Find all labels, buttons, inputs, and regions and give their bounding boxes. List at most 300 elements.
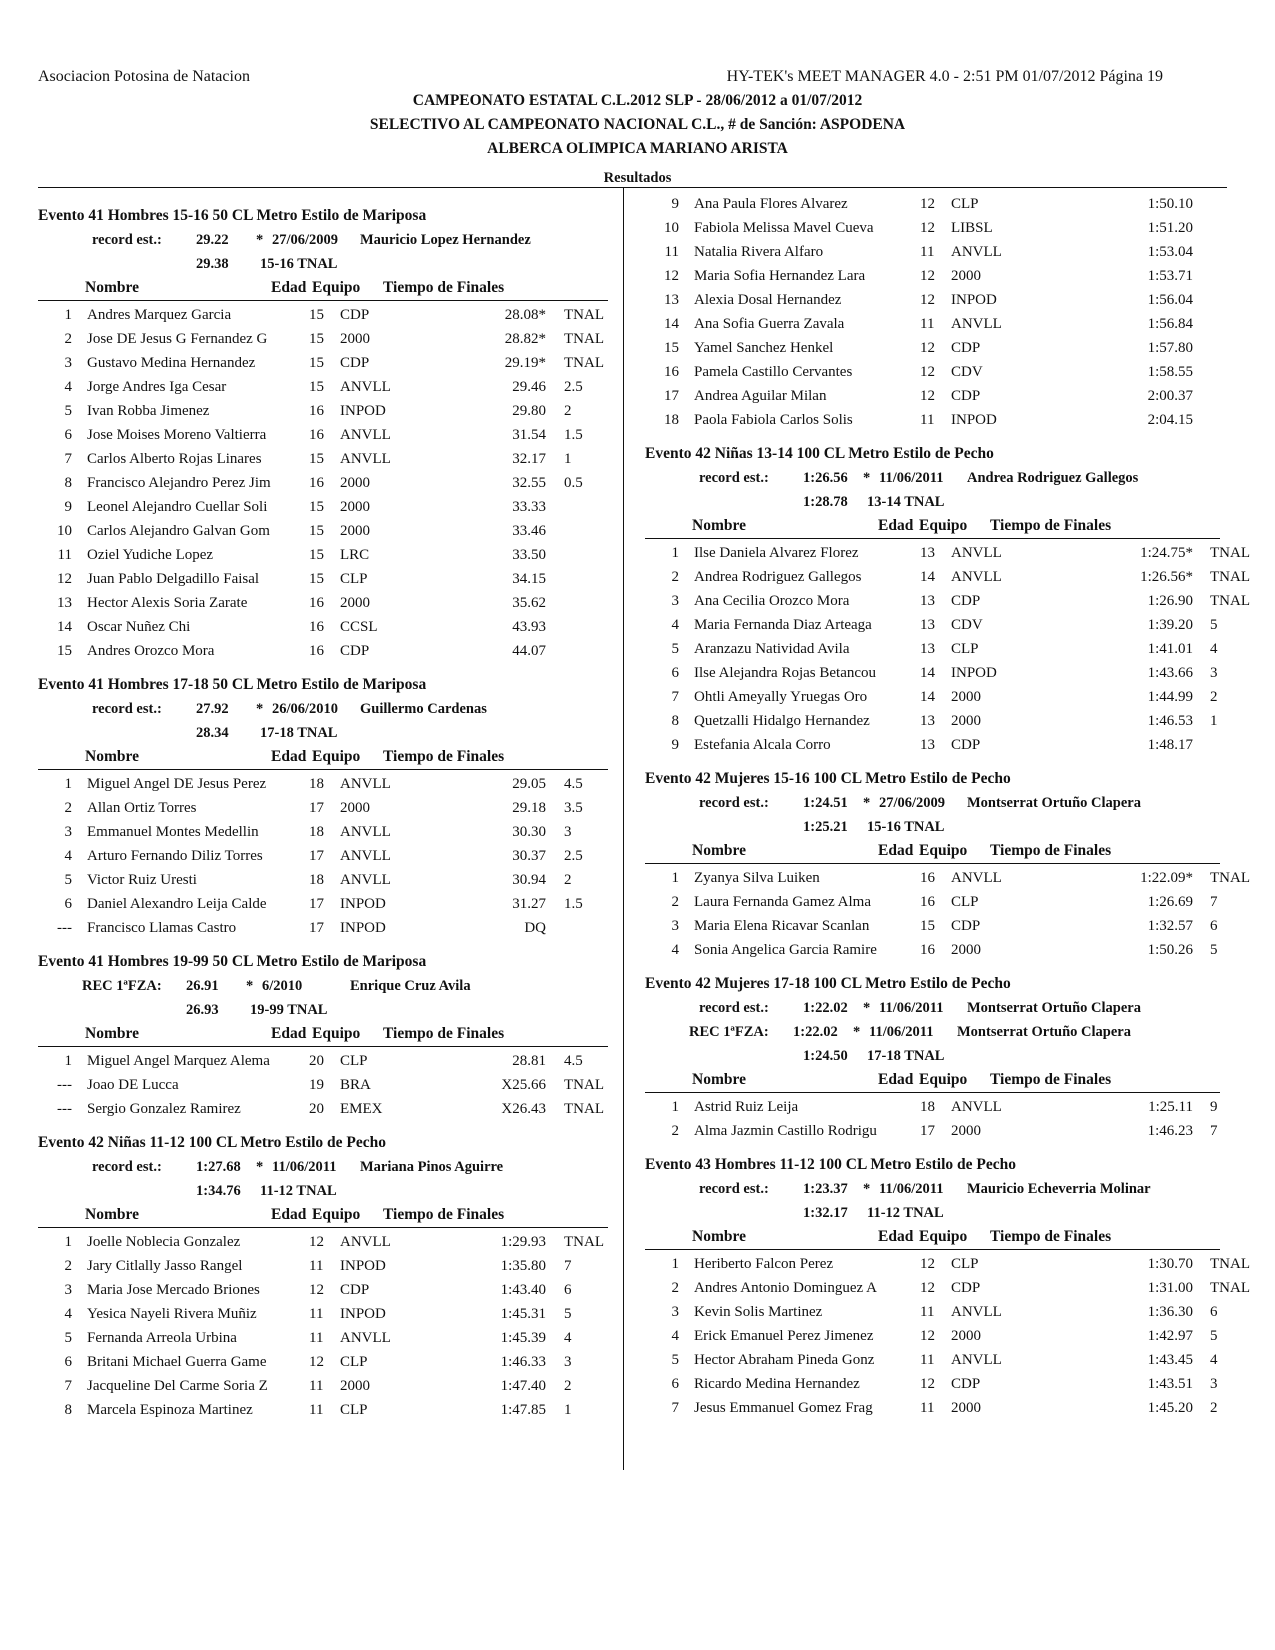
result-row <box>645 565 1250 589</box>
result-row <box>38 1302 608 1326</box>
place: 11 <box>664 244 679 260</box>
points: 3 <box>1210 1376 1218 1392</box>
record-holder: Mauricio Lopez Hernandez <box>360 232 531 248</box>
team: LIBSL <box>951 220 993 236</box>
time: 2:00.37 <box>1147 388 1193 404</box>
col-name: Nombre <box>692 842 746 859</box>
place: 8 <box>64 1402 72 1418</box>
place: 3 <box>64 1282 72 1298</box>
standard-line <box>645 1201 1220 1225</box>
record-time: 1:26.56 <box>803 470 848 486</box>
place: 4 <box>64 848 72 864</box>
age: 19 <box>309 1077 324 1093</box>
record-label: record est.: <box>699 795 769 811</box>
result-row <box>38 1326 608 1350</box>
col-age: Edad <box>878 517 914 534</box>
age: 12 <box>920 1280 935 1296</box>
team: CDP <box>951 737 981 753</box>
time: 1:43.40 <box>500 1282 546 1298</box>
age: 14 <box>920 569 935 585</box>
points: 3 <box>564 824 572 840</box>
place: 18 <box>664 412 679 428</box>
time: 1:56.84 <box>1147 316 1193 332</box>
result-row <box>645 240 1220 264</box>
record-time: 1:22.02 <box>793 1024 838 1040</box>
swimmer-name: Zyanya Silva Luiken <box>694 870 820 886</box>
time: 1:35.80 <box>500 1258 546 1274</box>
age: 11 <box>309 1378 324 1394</box>
result-row <box>645 709 1220 733</box>
results-header <box>645 514 1220 539</box>
record-date: 11/06/2011 <box>879 1181 944 1197</box>
team: 2000 <box>951 268 981 284</box>
swimmer-name: Jorge Andres Iga Cesar <box>87 379 227 395</box>
time: 1:47.85 <box>500 1402 546 1418</box>
result-row <box>38 892 608 916</box>
points: 6 <box>564 1282 572 1298</box>
team: 2000 <box>340 800 370 816</box>
team: EMEX <box>340 1101 383 1117</box>
points: 5 <box>1210 942 1218 958</box>
age: 18 <box>309 776 324 792</box>
swimmer-name: Arturo Fernando Diliz Torres <box>87 848 263 864</box>
points: 9 <box>1210 1099 1218 1115</box>
place: 7 <box>671 1400 679 1416</box>
event-title: Evento 41 Hombres 19-99 50 CL Metro Estilo de Mariposa <box>38 953 427 970</box>
team: INPOD <box>340 1258 386 1274</box>
record-label: record est.: <box>699 1000 769 1016</box>
result-row <box>645 1300 1220 1324</box>
team: ANVLL <box>340 1234 391 1250</box>
time: 2:04.15 <box>1147 412 1193 428</box>
time: X26.43 <box>501 1101 546 1117</box>
swimmer-name: Miguel Angel Marquez Alema <box>87 1053 270 1069</box>
place: 5 <box>64 1330 72 1346</box>
result-row <box>645 192 1220 216</box>
result-row <box>38 916 608 940</box>
swimmer-name: Miguel Angel DE Jesus Perez <box>87 776 267 792</box>
event-title: Evento 41 Hombres 15-16 50 CL Metro Estilo de Mariposa <box>38 207 427 224</box>
standard-label: 13-14 TNAL <box>867 494 945 510</box>
result-row <box>38 1254 608 1278</box>
team: INPOD <box>340 896 386 912</box>
points: 6 <box>1210 918 1218 934</box>
record-date: 11/06/2011 <box>272 1159 337 1175</box>
col-age: Edad <box>271 279 307 296</box>
points: TNAL <box>564 355 604 371</box>
col-name: Nombre <box>85 1206 139 1223</box>
time: 1:45.31 <box>500 1306 546 1322</box>
points: 2 <box>564 403 572 419</box>
age: 12 <box>920 220 935 236</box>
time: 1:36.30 <box>1147 1304 1193 1320</box>
place: 9 <box>671 737 679 753</box>
age: 11 <box>920 244 935 260</box>
team: CDP <box>340 307 370 323</box>
team: 2000 <box>340 475 370 491</box>
result-row <box>38 567 608 591</box>
place: 3 <box>64 355 72 371</box>
standard-line <box>645 1044 1220 1068</box>
team: CDP <box>951 593 981 609</box>
event-title: Evento 41 Hombres 17-18 50 CL Metro Estilo de Mariposa <box>38 676 427 693</box>
event-title: Evento 42 Niñas 11-12 100 CL Metro Estilo de Pecho <box>38 1134 387 1151</box>
place: 4 <box>671 942 679 958</box>
time: 32.17 <box>512 451 546 467</box>
age: 13 <box>920 617 935 633</box>
team: 2000 <box>340 499 370 515</box>
record-label: record est.: <box>92 1159 162 1175</box>
result-row <box>645 685 1220 709</box>
swimmer-name: Ana Sofia Guerra Zavala <box>694 316 845 332</box>
points: 1.5 <box>564 427 583 443</box>
swimmer-name: Ivan Robba Jimenez <box>87 403 210 419</box>
team: CDV <box>951 617 983 633</box>
result-row <box>645 1119 1220 1143</box>
time: 1:43.66 <box>1147 665 1193 681</box>
points: 0.5 <box>564 475 583 491</box>
result-row <box>645 408 1220 432</box>
record-star: * <box>853 1024 861 1040</box>
swimmer-name: Natalia Rivera Alfaro <box>694 244 824 260</box>
swimmer-name: Oziel Yudiche Lopez <box>87 547 214 563</box>
points: 1.5 <box>564 896 583 912</box>
age: 16 <box>309 595 324 611</box>
result-row <box>38 772 608 796</box>
age: 11 <box>920 1352 935 1368</box>
team: ANVLL <box>951 1304 1002 1320</box>
place: 2 <box>64 331 72 347</box>
time: DQ <box>524 920 546 936</box>
col-age: Edad <box>878 1071 914 1088</box>
age: 15 <box>309 451 324 467</box>
points: 2 <box>564 1378 572 1394</box>
col-name: Nombre <box>85 279 139 296</box>
swimmer-name: Andres Antonio Dominguez A <box>694 1280 877 1296</box>
standard-line <box>38 1179 608 1203</box>
record-line <box>38 1155 608 1179</box>
age: 15 <box>309 355 324 371</box>
record-line <box>38 228 608 252</box>
place: 4 <box>64 379 72 395</box>
place: 2 <box>671 1123 679 1139</box>
col-name: Nombre <box>692 1071 746 1088</box>
age: 16 <box>309 403 324 419</box>
place: 11 <box>57 547 72 563</box>
time: 1:44.99 <box>1147 689 1193 705</box>
result-row <box>38 844 608 868</box>
swimmer-name: Sergio Gonzalez Ramirez <box>87 1101 241 1117</box>
place: 13 <box>664 292 679 308</box>
swimmer-name: Andrea Rodriguez Gallegos <box>694 569 862 585</box>
age: 16 <box>309 427 324 443</box>
swimmer-name: Carlos Alberto Rojas Linares <box>87 451 262 467</box>
col-team: Equipo <box>312 1206 361 1223</box>
standard-time: 1:34.76 <box>196 1183 241 1199</box>
col-time: Tiempo de Finales <box>990 517 1112 534</box>
swimmer-name: Joelle Noblecia Gonzalez <box>87 1234 241 1250</box>
place: 1 <box>671 870 679 886</box>
place: 3 <box>671 1304 679 1320</box>
points: 4 <box>1210 1352 1218 1368</box>
team: ANVLL <box>340 848 391 864</box>
result-row <box>38 447 608 471</box>
team: 2000 <box>951 713 981 729</box>
place: 1 <box>671 1256 679 1272</box>
event-block <box>645 442 1250 757</box>
time: 1:26.69 <box>1147 894 1193 910</box>
place: 10 <box>664 220 679 236</box>
points: TNAL <box>1210 1256 1250 1272</box>
result-row <box>38 868 608 892</box>
result-row <box>38 820 608 844</box>
time: 33.50 <box>512 547 546 563</box>
record-star: * <box>863 795 871 811</box>
result-row <box>645 541 1250 565</box>
time: 1:46.33 <box>500 1354 546 1370</box>
result-row <box>38 1278 608 1302</box>
team: 2000 <box>340 595 370 611</box>
result-row <box>38 1097 608 1121</box>
record-date: 27/06/2009 <box>879 795 946 811</box>
age: 11 <box>920 412 935 428</box>
swimmer-name: Ohtli Ameyally Yruegas Oro <box>694 689 868 705</box>
team: ANVLL <box>951 1099 1002 1115</box>
time: 35.62 <box>512 595 546 611</box>
result-row <box>645 384 1220 408</box>
result-row <box>38 1398 608 1422</box>
swimmer-name: Gustavo Medina Hernandez <box>87 355 256 371</box>
team: CLP <box>951 1256 979 1272</box>
time: 1:29.93 <box>500 1234 546 1250</box>
col-team: Equipo <box>919 1071 968 1088</box>
event-block <box>38 204 608 663</box>
record-label: record est.: <box>699 470 769 486</box>
swimmer-name: Hector Alexis Soria Zarate <box>87 595 248 611</box>
place: 6 <box>671 665 679 681</box>
team: CLP <box>951 641 979 657</box>
points: 5 <box>1210 617 1218 633</box>
record-time: 1:27.68 <box>196 1159 241 1175</box>
place: 1 <box>64 307 72 323</box>
team: 2000 <box>951 1328 981 1344</box>
report-meta: HY-TEK's MEET MANAGER 4.0 - 2:51 PM 01/07/2012 Página 19 <box>726 68 1163 85</box>
time: 30.94 <box>512 872 546 888</box>
record-label: record est.: <box>92 232 162 248</box>
time: 1:24.75* <box>1140 545 1193 561</box>
record-star: * <box>256 1159 264 1175</box>
points: 4 <box>1210 641 1218 657</box>
place: 6 <box>64 1354 72 1370</box>
age: 11 <box>309 1306 324 1322</box>
time: 1:32.57 <box>1147 918 1193 934</box>
team: INPOD <box>340 403 386 419</box>
time: 1:50.10 <box>1147 196 1193 212</box>
result-row <box>38 351 608 375</box>
swimmer-name: Maria Fernanda Diaz Arteaga <box>694 617 872 633</box>
swimmer-name: Fernanda Arreola Urbina <box>87 1330 237 1346</box>
swimmer-name: Daniel Alexandro Leija Calde <box>87 896 267 912</box>
place: 7 <box>671 689 679 705</box>
age: 15 <box>309 379 324 395</box>
points: 2.5 <box>564 379 583 395</box>
team: 2000 <box>951 689 981 705</box>
time: 1:57.80 <box>1147 340 1193 356</box>
time: 1:47.40 <box>500 1378 546 1394</box>
standard-label: 11-12 TNAL <box>867 1205 944 1221</box>
age: 11 <box>309 1330 324 1346</box>
result-row <box>38 495 608 519</box>
result-row <box>645 360 1220 384</box>
place: 3 <box>671 918 679 934</box>
meet-title: CAMPEONATO ESTATAL C.L.2012 SLP - 28/06/2012 a 01/07/2012 <box>412 92 863 109</box>
time: 28.08* <box>504 307 546 323</box>
swimmer-name: Maria Sofia Hernandez Lara <box>694 268 866 284</box>
record-date: 11/06/2011 <box>879 1000 944 1016</box>
standard-line <box>38 252 608 276</box>
event-block <box>645 767 1250 962</box>
team: CDP <box>951 340 981 356</box>
team: ANVLL <box>340 1330 391 1346</box>
time: 1:46.53 <box>1147 713 1193 729</box>
place: 7 <box>64 451 72 467</box>
record-date: 27/06/2009 <box>272 232 339 248</box>
points: 1 <box>1210 713 1218 729</box>
place: 6 <box>64 896 72 912</box>
age: 12 <box>920 1256 935 1272</box>
place: 3 <box>671 593 679 609</box>
results-header <box>38 745 608 770</box>
standard-line <box>38 721 608 745</box>
time: 1:53.71 <box>1147 268 1193 284</box>
result-row <box>645 661 1220 685</box>
results-header <box>645 1225 1220 1250</box>
place: 15 <box>57 643 72 659</box>
age: 12 <box>309 1282 324 1298</box>
age: 18 <box>309 824 324 840</box>
age: 14 <box>920 689 935 705</box>
age: 17 <box>309 896 324 912</box>
points: 2 <box>564 872 572 888</box>
event-title: Evento 43 Hombres 11-12 100 CL Metro Estilo de Pecho <box>645 1156 1016 1173</box>
record-star: * <box>256 232 264 248</box>
result-row <box>38 639 608 663</box>
standard-time: 1:25.21 <box>803 819 848 835</box>
swimmer-name: Paola Fabiola Carlos Solis <box>694 412 853 428</box>
standard-time: 1:24.50 <box>803 1048 848 1064</box>
team: CDP <box>951 388 981 404</box>
result-row <box>38 1350 608 1374</box>
place: 1 <box>64 1053 72 1069</box>
record-holder: Montserrat Ortuño Clapera <box>957 1024 1131 1040</box>
result-row <box>38 591 608 615</box>
age: 12 <box>920 268 935 284</box>
team: ANVLL <box>340 824 391 840</box>
record-time: 1:24.51 <box>803 795 848 811</box>
record-date: 11/06/2011 <box>879 470 944 486</box>
event-title: Evento 42 Mujeres 15-16 100 CL Metro Estilo de Pecho <box>645 770 1011 787</box>
points: 3 <box>1210 665 1218 681</box>
place: --- <box>57 1101 72 1117</box>
place: 14 <box>664 316 679 332</box>
points: TNAL <box>1210 569 1250 585</box>
team: CDP <box>951 1280 981 1296</box>
age: 12 <box>920 1376 935 1392</box>
swimmer-name: Jose Moises Moreno Valtierra <box>87 427 267 443</box>
age: 13 <box>920 641 935 657</box>
age: 11 <box>309 1258 324 1274</box>
results-header <box>645 839 1220 864</box>
place: 17 <box>664 388 679 404</box>
result-row <box>645 914 1220 938</box>
place: 15 <box>664 340 679 356</box>
result-row <box>645 216 1220 240</box>
result-row <box>38 375 608 399</box>
time: 1:53.04 <box>1147 244 1193 260</box>
team: CLP <box>340 571 368 587</box>
team: INPOD <box>951 665 997 681</box>
team: CDP <box>340 355 370 371</box>
record-time: 29.22 <box>196 232 229 248</box>
standard-time: 1:28.78 <box>803 494 848 510</box>
swimmer-name: Jacqueline Del Carme Soria Z <box>87 1378 268 1394</box>
age: 12 <box>309 1354 324 1370</box>
age: 13 <box>920 713 935 729</box>
swimmer-name: Maria Jose Mercado Briones <box>87 1282 260 1298</box>
age: 13 <box>920 593 935 609</box>
col-name: Nombre <box>85 1025 139 1042</box>
age: 17 <box>920 1123 935 1139</box>
swimmer-name: Jary Citlally Jasso Rangel <box>87 1258 243 1274</box>
event-block <box>38 950 608 1121</box>
team: ANVLL <box>951 569 1002 585</box>
time: 1:56.04 <box>1147 292 1193 308</box>
age: 13 <box>920 545 935 561</box>
age: 15 <box>309 571 324 587</box>
place: 2 <box>64 800 72 816</box>
left-column <box>38 192 608 1422</box>
points: TNAL <box>564 1077 604 1093</box>
age: 13 <box>920 737 935 753</box>
record-date: 26/06/2010 <box>272 701 339 717</box>
team: CDP <box>340 1282 370 1298</box>
place: 7 <box>64 1378 72 1394</box>
place: 9 <box>64 499 72 515</box>
record-holder: Montserrat Ortuño Clapera <box>967 795 1141 811</box>
swimmer-name: Erick Emanuel Perez Jimenez <box>694 1328 874 1344</box>
swimmer-name: Quetzalli Hidalgo Hernandez <box>694 713 870 729</box>
record-label: REC 1ªFZA: <box>82 978 162 994</box>
time: 1:30.70 <box>1147 1256 1193 1272</box>
col-name: Nombre <box>692 517 746 534</box>
time: 1:22.09* <box>1140 870 1193 886</box>
record-holder: Andrea Rodriguez Gallegos <box>967 470 1139 486</box>
team: CDP <box>340 643 370 659</box>
standard-label: 17-18 TNAL <box>867 1048 945 1064</box>
age: 17 <box>309 920 324 936</box>
age: 11 <box>920 1304 935 1320</box>
column-divider <box>623 187 624 1470</box>
age: 16 <box>920 894 935 910</box>
team: ANVLL <box>951 1352 1002 1368</box>
col-team: Equipo <box>312 748 361 765</box>
age: 16 <box>309 619 324 635</box>
age: 16 <box>920 870 935 886</box>
points: 1 <box>564 451 572 467</box>
time: 1:39.20 <box>1147 617 1193 633</box>
time: 31.27 <box>512 896 546 912</box>
result-row <box>645 312 1220 336</box>
